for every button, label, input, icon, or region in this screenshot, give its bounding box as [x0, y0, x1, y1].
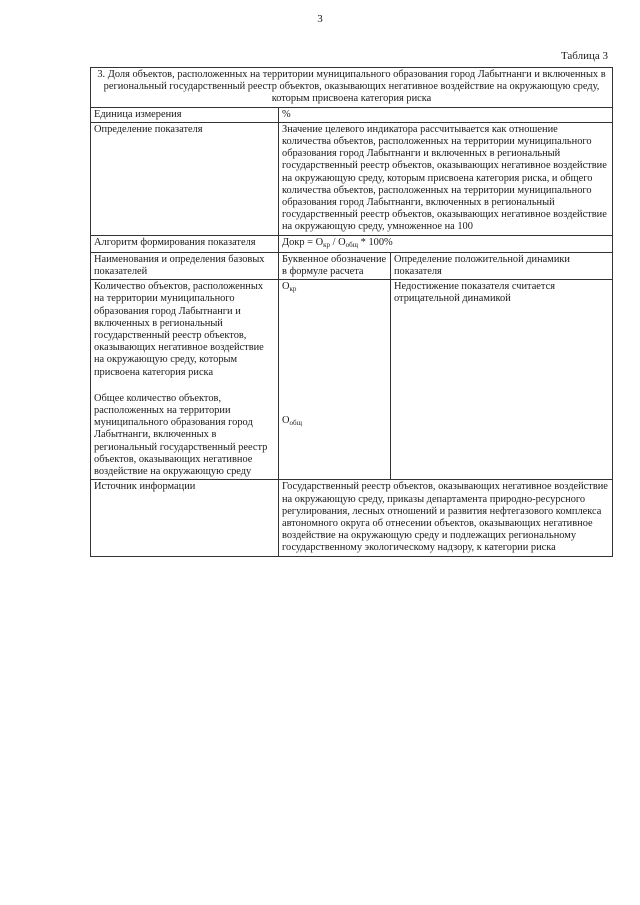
formula-slash: / О [330, 236, 346, 248]
symbol-kr-base: О [282, 281, 290, 293]
symbol-kr-sub: кр [289, 285, 297, 294]
formula-tail: * 100% [358, 236, 393, 248]
definition-row [91, 122, 613, 235]
formula-lhs: Докр = О [282, 236, 324, 248]
unit-label: Единица измерения [91, 107, 279, 122]
source-row [91, 480, 613, 556]
table-title-row [91, 68, 613, 108]
page-number: 3 [317, 13, 323, 25]
symbol-obsh [282, 415, 387, 429]
base-header-dynamics: Определение положительной динамики показателя [391, 252, 613, 279]
algorithm-row [91, 235, 613, 252]
definition-label: Определение показателя [91, 122, 279, 235]
algorithm-label: Алгоритм формирования показателя [91, 235, 279, 252]
formula-sub-kr: кр [323, 240, 330, 249]
base-names-cell [91, 280, 279, 480]
base-symbols-cell [279, 280, 391, 480]
base-header-row [91, 252, 613, 279]
formula-sub-obsh: общ [345, 240, 359, 249]
symbol-kr [282, 281, 387, 295]
source-label: Источник информации [91, 480, 279, 556]
algorithm-formula [279, 235, 613, 252]
base-dynamics-cell: Недостижение показателя считается отрицательной динамикой [391, 280, 613, 480]
base-item-obsh: Общее количество объектов, расположенных на территории муниципального образования город Лабытнанги, включенных в региональный государственный реестр объектов, оказывающих негативное воздействие на окружающую среду [94, 392, 268, 478]
source-value: Государственный реестр объектов, оказывающих негативное воздействие на окружающую среду, приказы департамента природно-ресурсного регулирования, лесных отношений и развития нефтегазового комплекса автономного округа об отнесении объектов, оказывающих негативное воздействие на окружающую среду и подлежащих региональному государственному экологическому надзору, к категории риска [279, 480, 613, 556]
base-data-row [91, 280, 613, 480]
symbol-obsh-sub: общ [289, 419, 302, 428]
unit-value: % [279, 107, 613, 122]
table-caption: Таблица 3 [560, 50, 608, 62]
table-title: 3. Доля объектов, расположенных на территории муниципального образования город Лабытнанги и включенных в региональный государственный реестр объектов, оказывающих негативное воздействие на окружающую среду, которым присвоена категория риска [91, 68, 613, 108]
base-header-symbol: Буквенное обозначение в формуле расчета [279, 252, 391, 279]
unit-row [91, 107, 613, 122]
definition-value: Значение целевого индикатора рассчитывается как отношение количества объектов, расположенных на территории муниципального образования город Лабытнанги и включенных в региональный государственный реестр объектов, оказывающих негативное воздействие на окружающую среду, которым присвоена категория риска, и общего количества объектов, расположенных на территории муниципального образования город Лабытнанги, включенных в региональный государственный реестр объектов, оказывающих негативное воздействие на окружающую среду, умноженное на 100 [279, 122, 613, 235]
base-item-kr: Количество объектов, расположенных на территории муниципального образования город Лабытнанги и включенных в региональный государственный реестр объектов, оказывающих негативное воздействие на окружающую среду, которым присвоена категория риска [94, 281, 264, 378]
symbol-obsh-base: О [282, 415, 290, 427]
base-header-names: Наименования и определения базовых показателей [91, 252, 279, 279]
indicator-table [90, 67, 613, 557]
